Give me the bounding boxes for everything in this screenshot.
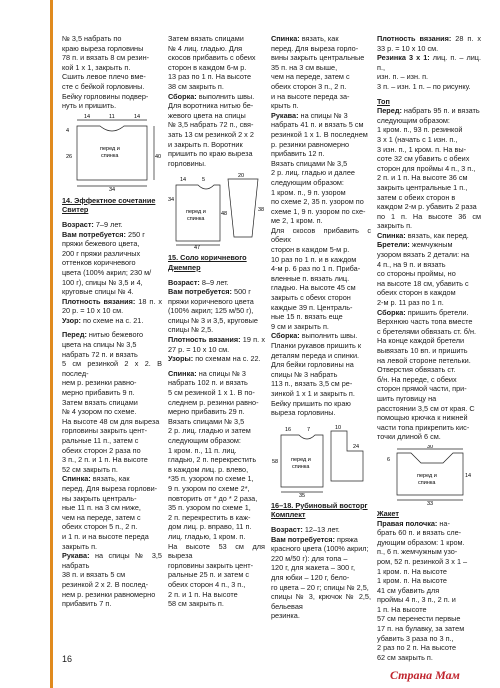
text-line: закрыть центральные 1 п., [377,182,468,192]
text-line: 5 см резинкой 2 х 2. В послед- [62,359,162,378]
c1-dens: 18 п. х 20 р. = 10 х 10 см. [62,296,162,316]
text-line: 5 см резинкой 1 х 1. В по- [168,388,255,398]
c1-pattern-label: Узор: [62,315,81,325]
text-line: На высоте 53 см для выреза [168,541,265,561]
c1-back-text [62,474,157,550]
c4-straps-label: Бретели: [377,240,410,250]
text-line: 2 р. лиц. гладью и далее [271,168,355,178]
text-line: крыть п. [271,101,299,111]
text-line: 220 м/50 г): для топа – [271,553,348,563]
diag1-left: 14 [84,113,91,120]
text-line: на- [439,518,450,528]
text-line: 57 см перенести первые [377,614,461,624]
text-line: 200 г пряжи различных [62,248,141,258]
diag4-label2: спинка [418,479,436,486]
c1-front-label: Перед: [62,330,87,340]
text-line: 1 п. На высоте [377,604,427,614]
diag3-label1: перед и [291,456,311,463]
text-line: цвета (100% акрил; 230 м/ [62,267,152,277]
c3-sleeves-text [271,111,371,331]
text-line: проймы 4 п., 3 п., 2 п. и [377,595,456,605]
text-line: 41 см убавить для [377,585,440,595]
text-line: нем р. резинки равно- [62,378,137,388]
text-line: Вязать спицами № 3,5 [271,158,348,168]
diag1-mid: 11 [109,113,115,120]
text-line: № 3,5 набрать по [62,34,122,43]
column-1 [62,34,162,609]
text-line: схеме 1, 9 п. узором по схе- [271,206,366,216]
diag3-s2: 7 [307,426,311,433]
text-line: 3 п. – изн. 1 п. – по рисунку. [377,81,471,91]
text-line: 250 г [128,229,145,239]
diag4-top: 30 [427,444,434,450]
c1-need-label: Вам потребуется: [62,229,126,239]
orange-margin-bar [50,0,53,688]
c3-need-text [271,535,371,621]
c1-age: 7–9 лет. [95,219,123,229]
diagram-4 [377,445,481,505]
text-line: брать 60 п. и вязать сле- [377,528,462,538]
text-line: На высоте 48 см для выреза [62,416,160,426]
c4-front-label: Перед: [377,106,402,116]
text-line: 2 р. лиц. гладью и затем [168,426,251,436]
text-line: Для воротника нитью бе- [168,101,254,111]
text-line: Затем вязать спицами [62,397,138,407]
text-line: деталям переда и спинки. [271,350,360,360]
text-line: гладью, 2 п. перекрестить [168,455,257,465]
text-line: Отверстия обвязать ст. [377,365,456,375]
text-line: оттенков коричневого [62,258,136,268]
text-line: ные 11 п. на 3 см ниже, [62,503,141,513]
c3-assembly-text [271,331,361,417]
text-line: На конце каждой бретели [377,336,465,346]
text-line: Верхнюю часть топа вместе [377,317,473,327]
text-line: пряжи коричневого цвета [168,296,254,306]
text-line: ральные 11 п., затем с [62,436,139,445]
text-line: Затем вязать спицами [168,34,244,43]
text-line: 2 п. и 1 п. На высоте 36 см [377,173,468,183]
c4-jacket-label: Правая полочка: [377,518,438,528]
section16-sub: Комплект [271,510,306,520]
diag3-label2: спинка [292,463,310,470]
text-line: 500 г [234,287,251,297]
col2-top-text [168,34,265,92]
text-line: Для бейки горловины на [271,360,354,370]
text-line: зать 13 см резинкой 2 х 2 [168,129,254,139]
diag4-s2: 33 [427,500,434,505]
text-line: (100% акрил; 125 м/50 г), [168,306,254,316]
text-line: набрать 41 п. и вязать 5 см [271,120,364,130]
column-3 [271,34,371,621]
c3-need-label: Вам потребуется: [271,534,335,544]
text-line: вязать, как [301,34,339,43]
text-line: обеих сторон 3 п., 2 п. [271,81,347,91]
text-line: 120 г, для жакета – 300 г, [271,563,355,573]
diagram-2 [168,171,265,249]
diag1-right: 14 [134,113,141,120]
text-line: шить пуговицу на [377,393,437,403]
text-line: Для скосов прибавить с обеих [271,225,371,245]
column-4 [377,34,481,662]
c2-pattern-label: Узоры: [168,354,194,364]
text-line: чем на переде, затем с [271,72,350,82]
text-line: помощью крючка к нижней [377,413,468,423]
text-line: на спицы № 3 [300,110,348,120]
text-line: прибавить 12 п. [271,149,325,159]
text-line: на высоте 18 см, убавить с [377,278,469,288]
c2-back-text [168,369,265,608]
text-line: убавить 3 раза по 3 п., [377,633,454,643]
diagram-3 [271,421,371,497]
text-line: 2-м р. 11 раз по 1 п. [377,298,444,308]
text-line: 2 п. перекрестить в каж- [168,512,251,522]
c3-assembly-label: Сборка: [271,331,300,341]
text-line: нитью бежевого [88,330,144,340]
site-logo: Страна Мам [390,668,460,682]
text-line: в каждом лиц. р. влево, [168,464,249,474]
text-line: 62 см закрыть п. [377,652,433,662]
diag3-s3: 10 [335,424,342,431]
c3-age: 12–13 лет. [304,524,340,534]
page-number: 16 [62,654,73,664]
text-line: точки длиной 6 см. [377,432,441,442]
col1-top-text [62,34,162,111]
text-line: вязать, как [92,474,130,484]
text-line: обеих сторон 2 раза по [62,445,141,455]
text-line: 1 кром. п., 11 п. лиц. [168,445,237,455]
text-line: Сшить левое плечо вме- [62,72,146,82]
diag3-s1: 16 [285,426,292,433]
c3-sleeves-label: Рукава: [271,110,299,120]
text-line: жевого цвета на спицы [168,110,246,120]
text-line: сторон прямой части, при- [377,384,467,394]
c2-assembly-label: Сборка: [168,91,197,101]
diag1-bottom: 34 [109,186,116,192]
text-line: следующим образом: [168,436,241,445]
text-line: 3 п., 2 п. и 1 п. На высоте [62,455,148,465]
text-line: спицы № 3, крючок № 2,5, бельевая [271,592,371,611]
c2-back-label: Спинка: [168,368,197,378]
text-line: 78 п. и вязать 8 см резин- [62,53,150,63]
text-line: и на высоте переда за- [271,91,350,101]
text-line: каждом 2-м р. убавить 2 раза [377,202,477,212]
text-line: Бейку горловины подвер- [62,91,149,101]
diag3-h1: 58 [272,458,279,465]
text-line: 35 п. узором по схеме 1, [168,503,251,513]
diag2-label2: спинка [187,216,205,223]
c1-dens-label: Плотность вязания: [62,296,136,306]
text-line: изн. п. – изн. п. [377,72,429,82]
text-line: 100 г), спицы № 3,5 и 4, [62,277,143,287]
text-line: 9 п. узором по схеме 2*, [168,483,250,493]
text-line: б/н. На переде, с обеих [377,374,457,384]
text-line: закрыть с обеих сторон [271,293,351,303]
text-line: лиц. гладью, 1 кром. п. [168,531,246,541]
text-line: ральные 25 п. и затем с [168,570,250,580]
text-line: скосов прибавить с обеих [168,53,256,63]
text-line: перед. Для выреза горло- [271,43,359,53]
text-line: нуть и пришить. [62,101,117,111]
top-title: Топ [377,96,390,106]
text-line: 35 п. на 3 см выше, [271,62,338,72]
text-line: следующим образом: [271,177,344,187]
text-line: 3 изн. п., 1 кром. п. На вы- [377,144,467,154]
text-line: нем р. резинки равномерно [62,589,156,599]
text-line: 52 см закрыть п. [62,464,118,474]
text-line: соте 32 см убавить с обеих [377,154,470,164]
text-line: № 4 узором по схеме. [62,407,137,417]
text-line: выполнить швы. [301,331,358,341]
text-line: горловины закрыть цент- [168,560,254,570]
c4-back-label: Спинка: [377,230,406,240]
text-line: обеих сторон 5 п., 2 п. [62,522,138,532]
text-line: следнем р. резинки равно- [168,397,259,407]
text-line: и закрыть п. Воротник [168,139,243,149]
text-line: вленные п. вязать лиц. [271,273,350,283]
text-line: пряжа [337,534,358,544]
text-line: резинкой 2 х 2. В послед- [62,579,149,589]
c2-age: 8–9 лет. [201,277,229,287]
c4-assembly-text [377,308,476,442]
c1-front-text [62,330,162,473]
text-line: затем с обеих сторон в [377,192,456,202]
diag1-h1: 26 [66,153,73,160]
diag2-s1: 14 [180,177,187,184]
text-line: ны закрыть централь- [62,493,137,503]
text-line: № 4 лиц. гладью. Для [168,43,243,53]
text-line: кой 1 х 1, закрыть п. [62,62,131,72]
text-line: по схеме 2, 35 п. узором по [271,197,364,207]
section16-title: 16–18. Рубиновый восторг [271,500,368,510]
text-line: по 1 п. На высоте 36 см закрыть п. [377,211,481,231]
text-line: пряжи бежевого цвета, [62,239,140,249]
text-line: дующим образом: 1 кром. [377,537,465,547]
diag4-s3: 14 [465,472,472,479]
section15-title: 15. Соло коричневого [168,253,247,263]
col3-top-text [271,34,364,110]
text-line: пришить по краю выреза [168,149,253,159]
text-line: № 3,5 набрать 72 п., свя- [168,120,254,130]
text-line: обеих сторон в каждом [377,288,456,298]
text-line: 1 кром. п. На высоте [377,576,447,586]
text-line: 10 раз по 1 п. и в каждом [271,254,357,264]
text-line: 13 раз по 1 п. На высоте [168,72,252,82]
text-line: и 1 п. и на высоте переда [62,531,149,541]
c4-back: вязать, как перед. [407,230,469,240]
c1-sleeves-label: Рукава: [62,551,90,561]
text-line: жемчужным [411,240,453,250]
text-line: цвета на спицы № 3,5 [62,340,137,350]
text-line: перед. Для выреза горлови- [62,483,158,493]
text-line: со стороны проймы, но [377,269,456,279]
c4-jacket-text [377,519,467,662]
text-line: закрыть п. [62,541,98,551]
jacket-title: Жакет [377,508,399,518]
text-line: узором вязать 2 детали: на [377,250,470,260]
text-line: выполнить швы. [198,91,255,101]
text-line: Планки рукавов пришить к [271,341,362,350]
diag2-label1: перед и [186,209,206,216]
text-line: резинка. [271,611,300,621]
text-line: спицы № 2,5. [168,325,214,335]
section14-title: 14. Эффектное сочетание [62,195,156,205]
text-line: резинкой 1 х 1. В последнем [271,129,368,139]
text-line: краю выреза горловины [62,43,144,53]
c1-back-label: Спинка: [62,474,91,484]
text-line: зинкой 1 х 1 и закрыть п. [271,388,355,398]
c1-pattern: по схеме на с. 21. [83,315,144,325]
c2-dens: 19 п. х 27 р. = 10 х 10 см. [168,335,265,354]
text-line: мерно прибавить 9 п. [62,388,135,398]
c2-assembly-text [168,92,254,168]
text-line: ром, 52 п. резинкой 3 х 1 – [377,556,468,566]
c1-age-label: Возраст: [62,219,94,229]
text-line: сте с бейкой горловины. [62,81,145,91]
text-line: 1 кром. п., 9 п. узором [271,187,346,197]
text-line: сторон в каждом 6-м р. [168,62,247,72]
diag2-bottom: 47 [194,245,201,250]
diag3-s4: 24 [353,443,360,450]
text-line: на левой стороне петельки. [377,355,471,365]
text-line: 2 раз по 2 п. На высоте [377,643,457,653]
text-line: следующим образом: [377,115,450,125]
text-line: 17 п. на булавку, за затем [377,624,465,634]
c3-age-label: Возраст: [271,524,303,534]
section14-sub: Свитер [62,205,89,215]
c4-front-text [377,106,481,230]
text-line: 4 п., на 9 п. и вязать [377,259,446,269]
c4-dens: 28 п. х 33 р. = 10 х 10 см. [377,34,481,53]
text-line: прибавить 7 п. [62,599,112,609]
text-line: сторон для проймы 4 п., 3 п., [377,163,476,173]
text-line: ме 2, 1 кром. п. [271,216,323,226]
text-line: дом лиц. р. вправо, 11 п. [168,522,252,532]
diag4-label1: перед и [417,472,437,479]
text-line: 38 п. и вязать 5 см [62,570,126,580]
diagram-1 [62,114,162,192]
text-line: 4-м р. 6 раз по 1 п. Приба- [271,264,361,274]
text-line: вывязать 10 вп. и пришить [377,346,468,355]
c3-top-label: Спинка: [271,34,300,43]
text-line: набрать 102 п. и вязать [168,378,248,388]
text-line: набрать 72 п. и вязать [62,349,138,359]
text-line: повторить от * до * 2 раза, [168,493,258,503]
text-line: горловины закрыть цент- [62,426,148,436]
text-line: Вязать спицами № 3,5 [168,416,245,426]
text-line: с бретелями обвязать ст. б/н. [377,326,477,336]
text-line: выреза горловины. [271,408,336,418]
diag2-s4: 20 [238,173,245,180]
text-line: п., 6 п. жемчужным узо- [377,547,458,557]
section15-sub: Джемпер [168,262,201,272]
diag4-s1: 6 [387,456,391,463]
text-line: мерно прибавить 29 п. [168,407,245,417]
text-line: сторон в каждом 5-м р. [271,245,350,255]
text-line: чем на переде, затем с [62,512,141,522]
text-line: 58 см закрыть п. [168,599,224,609]
diag1-top: 4 [66,127,70,134]
text-line: пришить бретели. [407,307,469,317]
text-line: каждые 39 п. Централь- [271,302,353,312]
text-line: горловины. [168,158,207,168]
text-line: *35 п. узором по схеме 1, [168,474,254,484]
c2-age-label: Возраст: [168,277,200,287]
text-line: р. резинки равномерно [271,139,350,149]
diag1-label2: спинка [101,152,119,159]
column-2 [168,34,265,609]
text-line: для юбки – 120 г, бело- [271,572,350,582]
text-line: го цвета – 20 г; спицы № 2,5, [271,582,369,592]
text-line: 38 см закрыть п. [168,81,224,91]
text-line: расстоянии 3,5 см от края. С [377,403,475,413]
text-line: ные 15 п. вязать еще [271,312,343,322]
text-line: обеих сторон 4 п., 3 п., [168,579,246,589]
text-line: спицы № 3 и 3,5, круговые [168,315,258,325]
text-line: 9 см и закрыть п. [271,321,329,331]
text-line: спицы № 3 набрать [271,369,338,379]
diag2-h1: 34 [168,197,175,204]
c2-dens-label: Плотность вязания: [168,335,241,345]
c4-dens-label: Плотность вязания: [377,34,452,43]
text-line: Бейку пришить по краю [271,398,351,408]
text-line: 2 п. и 1 п. На высоте [168,589,238,599]
text-line: вины закрыть центральные [271,53,365,63]
text-line: 113 п., вязать 3,5 см ре- [271,379,353,389]
text-line: гладью. На высоте 45 см [271,283,356,293]
diag2-s3: 38 [258,207,265,214]
text-line: набрать 95 п. и вязать [403,106,480,116]
text-line: 1 кром. п. На высоте [377,566,447,576]
c2-need-label: Вам потребуется: [168,287,232,297]
text-line: красного цвета (100% акрил; [271,544,369,554]
c4-assembly-label: Сборка: [377,307,406,317]
text-line: 3 х 1 (начать с 1 изн. п., [377,134,458,144]
c2-pattern: по схемам на с. 22. [195,354,261,364]
text-line: на спицы № 3,5 набрать [62,551,162,570]
diag2-s2: 5 [202,177,206,184]
diag1-label1: перед и [100,145,120,152]
c4-straps-text [377,240,469,307]
c1-need-text [62,230,151,297]
text-line: на спицы № 3 [198,368,246,378]
text-line: части топа прикрепить кис- [377,422,470,432]
diag2-h2: 48 [221,211,228,218]
diag1-h2: 40 [155,153,162,160]
c4-rib-label: Резинка 3 х 1: [377,53,430,63]
text-line: лиц. п. – лиц. п., [377,53,481,72]
text-line: 1 кром. п., 93 п. резинкой [377,125,463,135]
text-line: круговые спицы № 4. [62,287,134,297]
diag3-b1: 35 [299,492,306,497]
